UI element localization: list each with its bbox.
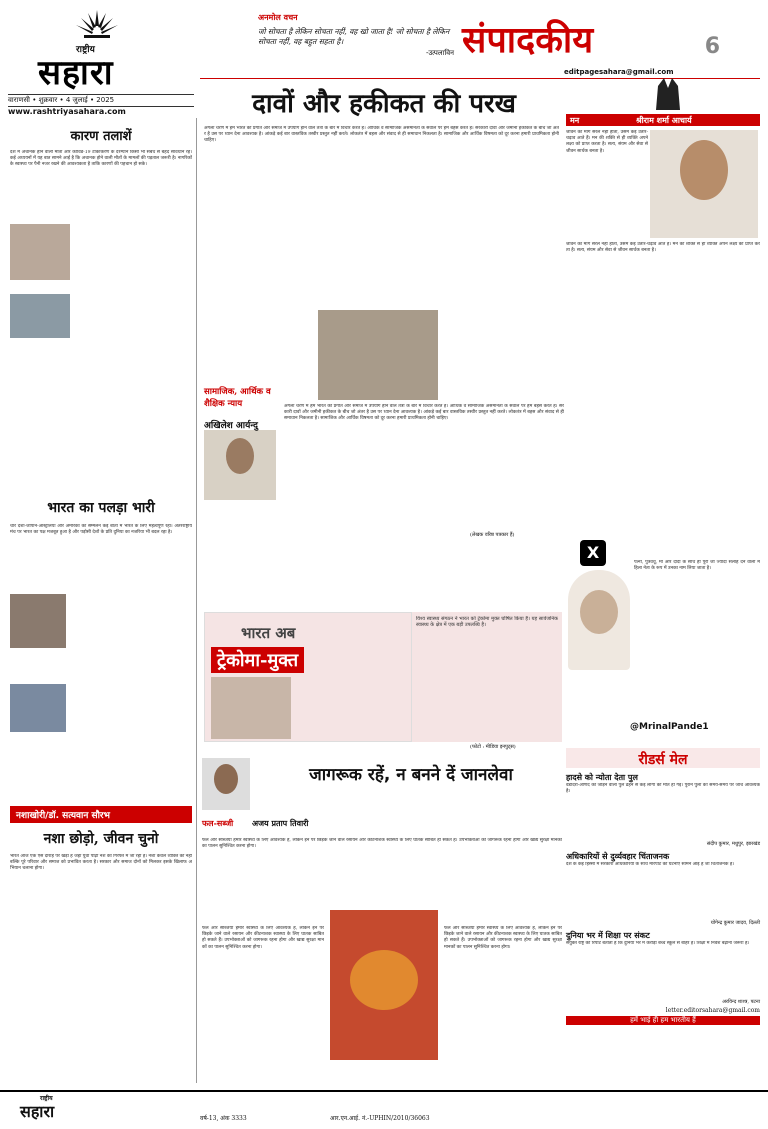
second-left-body: चार देशों-जापान-ऑस्ट्रेलिया और अमेरिका का सम्मेलन कई बातों में भारत के लिए महत्वपूर्ण रहा। अंतरराष्ट्रीय मंच पर भारत का पक्ष मजबूत हुआ है और पड़ोसी देशों के प्रति दुनिया का नजरिया भी बदल रहा है। <box>10 524 192 536</box>
footer-brand: सहारा <box>20 1102 55 1121</box>
brand-logo: सहारा <box>38 53 114 93</box>
lead-left-body: देश में अचानक होने वाली मौतों और कोविड-19 टीकाकरण के दरम्यान किसी भी संबंध से बेहद सावधान रहे। कई अध्ययनों में यह बात सामने आई है कि अचानक होने वाली मौतों के मामलों की पड़ताल जरूरी है। नागरिकों के स्वास्थ्य पर पैनी नजर रखने की आवश्यकता है ताकि कारणों की पहचान हो सके। <box>10 150 192 168</box>
footer <box>0 1090 768 1129</box>
second-left-headline: भारत का पलड़ा भारी <box>47 500 155 516</box>
editorial-headline: दावों और हकीकत की परख <box>252 89 516 119</box>
fruits-byline: अजय प्रताप तिवारी <box>252 818 309 828</box>
drug-column <box>10 806 192 1086</box>
fruits-body: फल और सब्जियां हमारे स्वास्थ्य के लिए आवश्यक हैं, लेकिन इन पर छिड़के जाने वाले रसायन और कीटनाशक स्वास्थ्य के लिए घातक साबित हो सकते हैं। उपभोक्ताओं को जागरूक रहना होगा और खाद्य सुरक्षा मानकों का पालन सुनिश्चित करना होगा। <box>202 838 562 850</box>
letter-3-headline: दुनिया भर में शिक्षा पर संकट <box>566 930 650 940</box>
trachoma-title-top: भारत अब <box>241 624 296 642</box>
author-face-icon <box>226 438 254 474</box>
fruits-headline: जागरूक रहें, न बनने दें जानलेवा <box>309 765 513 785</box>
man-byline: श्रीराम शर्मा आचार्य <box>636 115 692 125</box>
man-column-header <box>566 114 760 126</box>
editorial-caption: (लेखक वरिष्ठ पत्रकार हैं) <box>470 532 515 538</box>
eye-drop-photo <box>211 677 291 739</box>
drug-column-headline: नशा छोड़ो, जीवन चुनो <box>43 831 159 847</box>
fruits-body-3: फल और सब्जियां हमारे स्वास्थ्य के लिए आवश्यक हैं, लेकिन इन पर छिड़के जाने वाले रसायन और कीटनाशक स्वास्थ्य के लिए घातक साबित हो सकते हैं। उपभोक्ताओं को जागरूक रहना होगा और खाद्य सुरक्षा मानकों का पालन सुनिश्चित करना होगा। <box>444 926 562 950</box>
lead-left <box>10 120 192 495</box>
left-col-rule <box>196 118 197 1083</box>
footer-brand-top: राष्ट्रीय <box>40 1095 53 1102</box>
quote-label: अनमोल वचन <box>258 13 298 22</box>
man-body-2: जीवन का मार्ग सरल नहीं होता, उसमें कई उतार-चढ़ाव आते हैं। मन की शक्ति से ही व्यक्ति अपने लक्ष्य को प्राप्त करता है। सत्य, संयम और सेवा से जीवन सार्थक बनता है। <box>566 242 760 254</box>
editorial-byline: अखिलेश आर्यन्दु <box>204 421 258 431</box>
second-left <box>10 498 192 803</box>
author-photo <box>204 430 276 500</box>
fruit-basket-icon <box>350 950 418 1010</box>
lead-left-headline: कारण तलाशें <box>70 129 132 144</box>
letter-3-body: संयुक्त राष्ट्र की रिपोर्ट बताती है कि दुनिया भर में करोड़ों बच्चे स्कूल से बाहर हैं। शिक्षा में निवेश बढ़ाना जरूरी है। <box>566 941 750 946</box>
fruits-author-photo <box>202 758 250 810</box>
hands-icon <box>648 72 688 112</box>
trachoma-info <box>412 612 562 742</box>
brand-top: राष्ट्रीय <box>76 45 95 55</box>
letter-1 <box>566 772 760 847</box>
man-body: जीवन का मार्ग सरल नहीं होता, उसमें कई उतार-चढ़ाव आते हैं। मन की शक्ति से ही व्यक्ति अपने लक्ष्य को प्राप्त करता है। सत्य, संयम और सेवा से जीवन सार्थक बनता है। <box>566 130 648 154</box>
readers-mail <box>566 748 760 1080</box>
masthead <box>8 8 194 118</box>
section-header <box>462 8 760 76</box>
dateline: वाराणसी • शुक्रवार • 4 जुलाई • 2025 <box>8 94 194 107</box>
quote-author: -उत्पलाविन <box>425 49 454 57</box>
acharya-face-icon <box>680 140 728 200</box>
fruits-section <box>202 758 562 1086</box>
cartoon-text: पत्नी, पुत्रवधू, माँ और दादी के साथ ही पूरी जी ज्यादा सलाह देने वाली महिला नेता के रूप में उनका नाम लिया जाता है। <box>634 560 760 572</box>
editorial-body-2: अगला चरण में हम भारत की प्रगति और समाज में उपयोग होने वाले तंत्रों के बारे में विचार करते हैं। आर्थिक व सामाजिक असमानता के सवाल पर हम बहस करते हैं। सरकारी दावों और जमीनी हकीकत के बीच जो अंतर है उस पर ध्यान देना आवश्यक है। आंकड़े कई बार वास्तविक तस्वीर प्रस्तुत नहीं करते। लोकतंत्र में बहस और संवाद से ही समाधान निकलता है। सामाजिक और आर्थिक विषमता को दूर करना हमारी प्राथमिकता होनी चाहिए। <box>284 404 564 422</box>
letter-3 <box>566 930 760 1005</box>
fruits-body-2: फल और सब्जियां हमारे स्वास्थ्य के लिए आवश्यक हैं, लेकिन इन पर छिड़के जाने वाले रसायन और कीटनाशक स्वास्थ्य के लिए घातक साबित हो सकते हैं। उपभोक्ताओं को जागरूक रहना होगा और खाद्य सुरक्षा मानकों का पालन सुनिश्चित करना होगा। <box>202 926 324 950</box>
letter-3-signature: अरविन्द शाश्त्र, पटना <box>722 999 760 1005</box>
readers-email[interactable]: letter.editorsahara@gmail.com <box>665 1007 760 1014</box>
trachoma-title: ट्रेकोमा-मुक्त <box>211 647 304 673</box>
section-title: संपादकीय <box>462 20 594 61</box>
section-email[interactable]: editpagesahara@gmail.com <box>564 68 674 76</box>
trachoma-credit: (फोटो : मीडिया इनपुट्स) <box>470 744 516 750</box>
drug-column-tag: नशाखोरी/डॉ. सत्यवान सौरभ <box>10 806 192 823</box>
letter-2-signature: योगेन्द्र कुमार जादव, दिल्ली <box>710 920 760 926</box>
cartoon-handle[interactable]: @MrinalPande1 <box>630 722 709 732</box>
readers-footer-tag: हमें भाई ही हम भारतीय हैं <box>566 1016 760 1025</box>
man-label: मन <box>570 115 580 125</box>
letter-2 <box>566 851 760 926</box>
letter-1-signature: संदीप कुमार, मधुपुर, झारखंड <box>706 841 760 847</box>
trachoma-box <box>204 612 412 742</box>
crowd-photo <box>318 310 438 400</box>
editorial-body: अगला चरण में हम भारत की प्रगति और समाज में उपयोग होने वाले तंत्रों के बारे में विचार करते हैं। आर्थिक व सामाजिक असमानता के सवाल पर हम बहस करते हैं। सरकारी दावों और जमीनी हकीकत के बीच जो अंतर है उस पर ध्यान देना आवश्यक है। आंकड़े कई बार वास्तविक तस्वीर प्रस्तुत नहीं करते। लोकतंत्र में बहस और संवाद से ही समाधान निकलता है। सामाजिक और आर्थिक विषमता को दूर करना हमारी प्राथमिकता होनी चाहिए। <box>204 126 559 144</box>
letter-1-headline: हादसे को न्योता देता पुल <box>566 772 638 782</box>
lotus-logo-icon <box>74 8 120 42</box>
letter-1-body: वडोदरा-आणंद को जोड़ने वाला पुल ढहने से कई लोगों की मौत हो गई। पुराने पुलों की समय-समय पर जांच आवश्यक है। <box>566 783 760 795</box>
letter-2-headline: अधिकारियों से दुर्व्यवहार चिंताजनक <box>566 851 670 861</box>
fruits-tag: फल-सब्जी <box>202 818 234 828</box>
fruits-author-face-icon <box>214 764 238 794</box>
editorial-pull-quote: सामाजिक, आर्थिक व शैक्षिक न्याय <box>204 387 271 409</box>
website-link[interactable]: www.rashtriyasahara.com <box>8 107 126 116</box>
footer-issue: वर्ष-13, अंक 3333 <box>200 1115 247 1122</box>
trachoma-box-text: विश्व स्वास्थ्य संगठन ने भारत को ट्रेकोमा मुक्त घोषित किया है। यह सार्वजनिक स्वास्थ्य के क्षेत्र में एक बड़ी उपलब्धि है। <box>416 616 558 629</box>
quote-text: जो सोचता है लेकिन सोचता नहीं, वह खो जाता है! जो सोचता है लेकिन सोचता नहीं, वह बहुत सहता है। <box>258 27 450 46</box>
drug-column-body: भारत आज एक ऐसे दोराहे पर खड़ा है जहां युवा पीढ़ी नशे की गिरफ्त में जा रही है। नशा केवल व्यक्ति को नहीं बल्कि पूरे परिवार और समाज को प्रभावित करता है। सरकार और समाज दोनों को मिलकर इसके खिलाफ अभियान चलाना होगा। <box>10 854 192 872</box>
footer-reg: आर.एन.आई. नं.-UPHIN/2010/36063 <box>330 1115 430 1122</box>
fruits-photo <box>330 910 438 1060</box>
acharya-photo <box>650 130 758 238</box>
readers-mail-title: रीडर्स मेल <box>566 748 760 768</box>
letter-2-body: देश के कई हिस्सों में सरकारी अधिकारियों के साथ मारपीट की घटनाएं सामने आई हैं जो चिंताजनक है। <box>566 862 735 867</box>
quote-box <box>258 12 454 76</box>
cartoon-x-icon: X <box>580 540 606 566</box>
page-number: 6 <box>704 34 720 59</box>
